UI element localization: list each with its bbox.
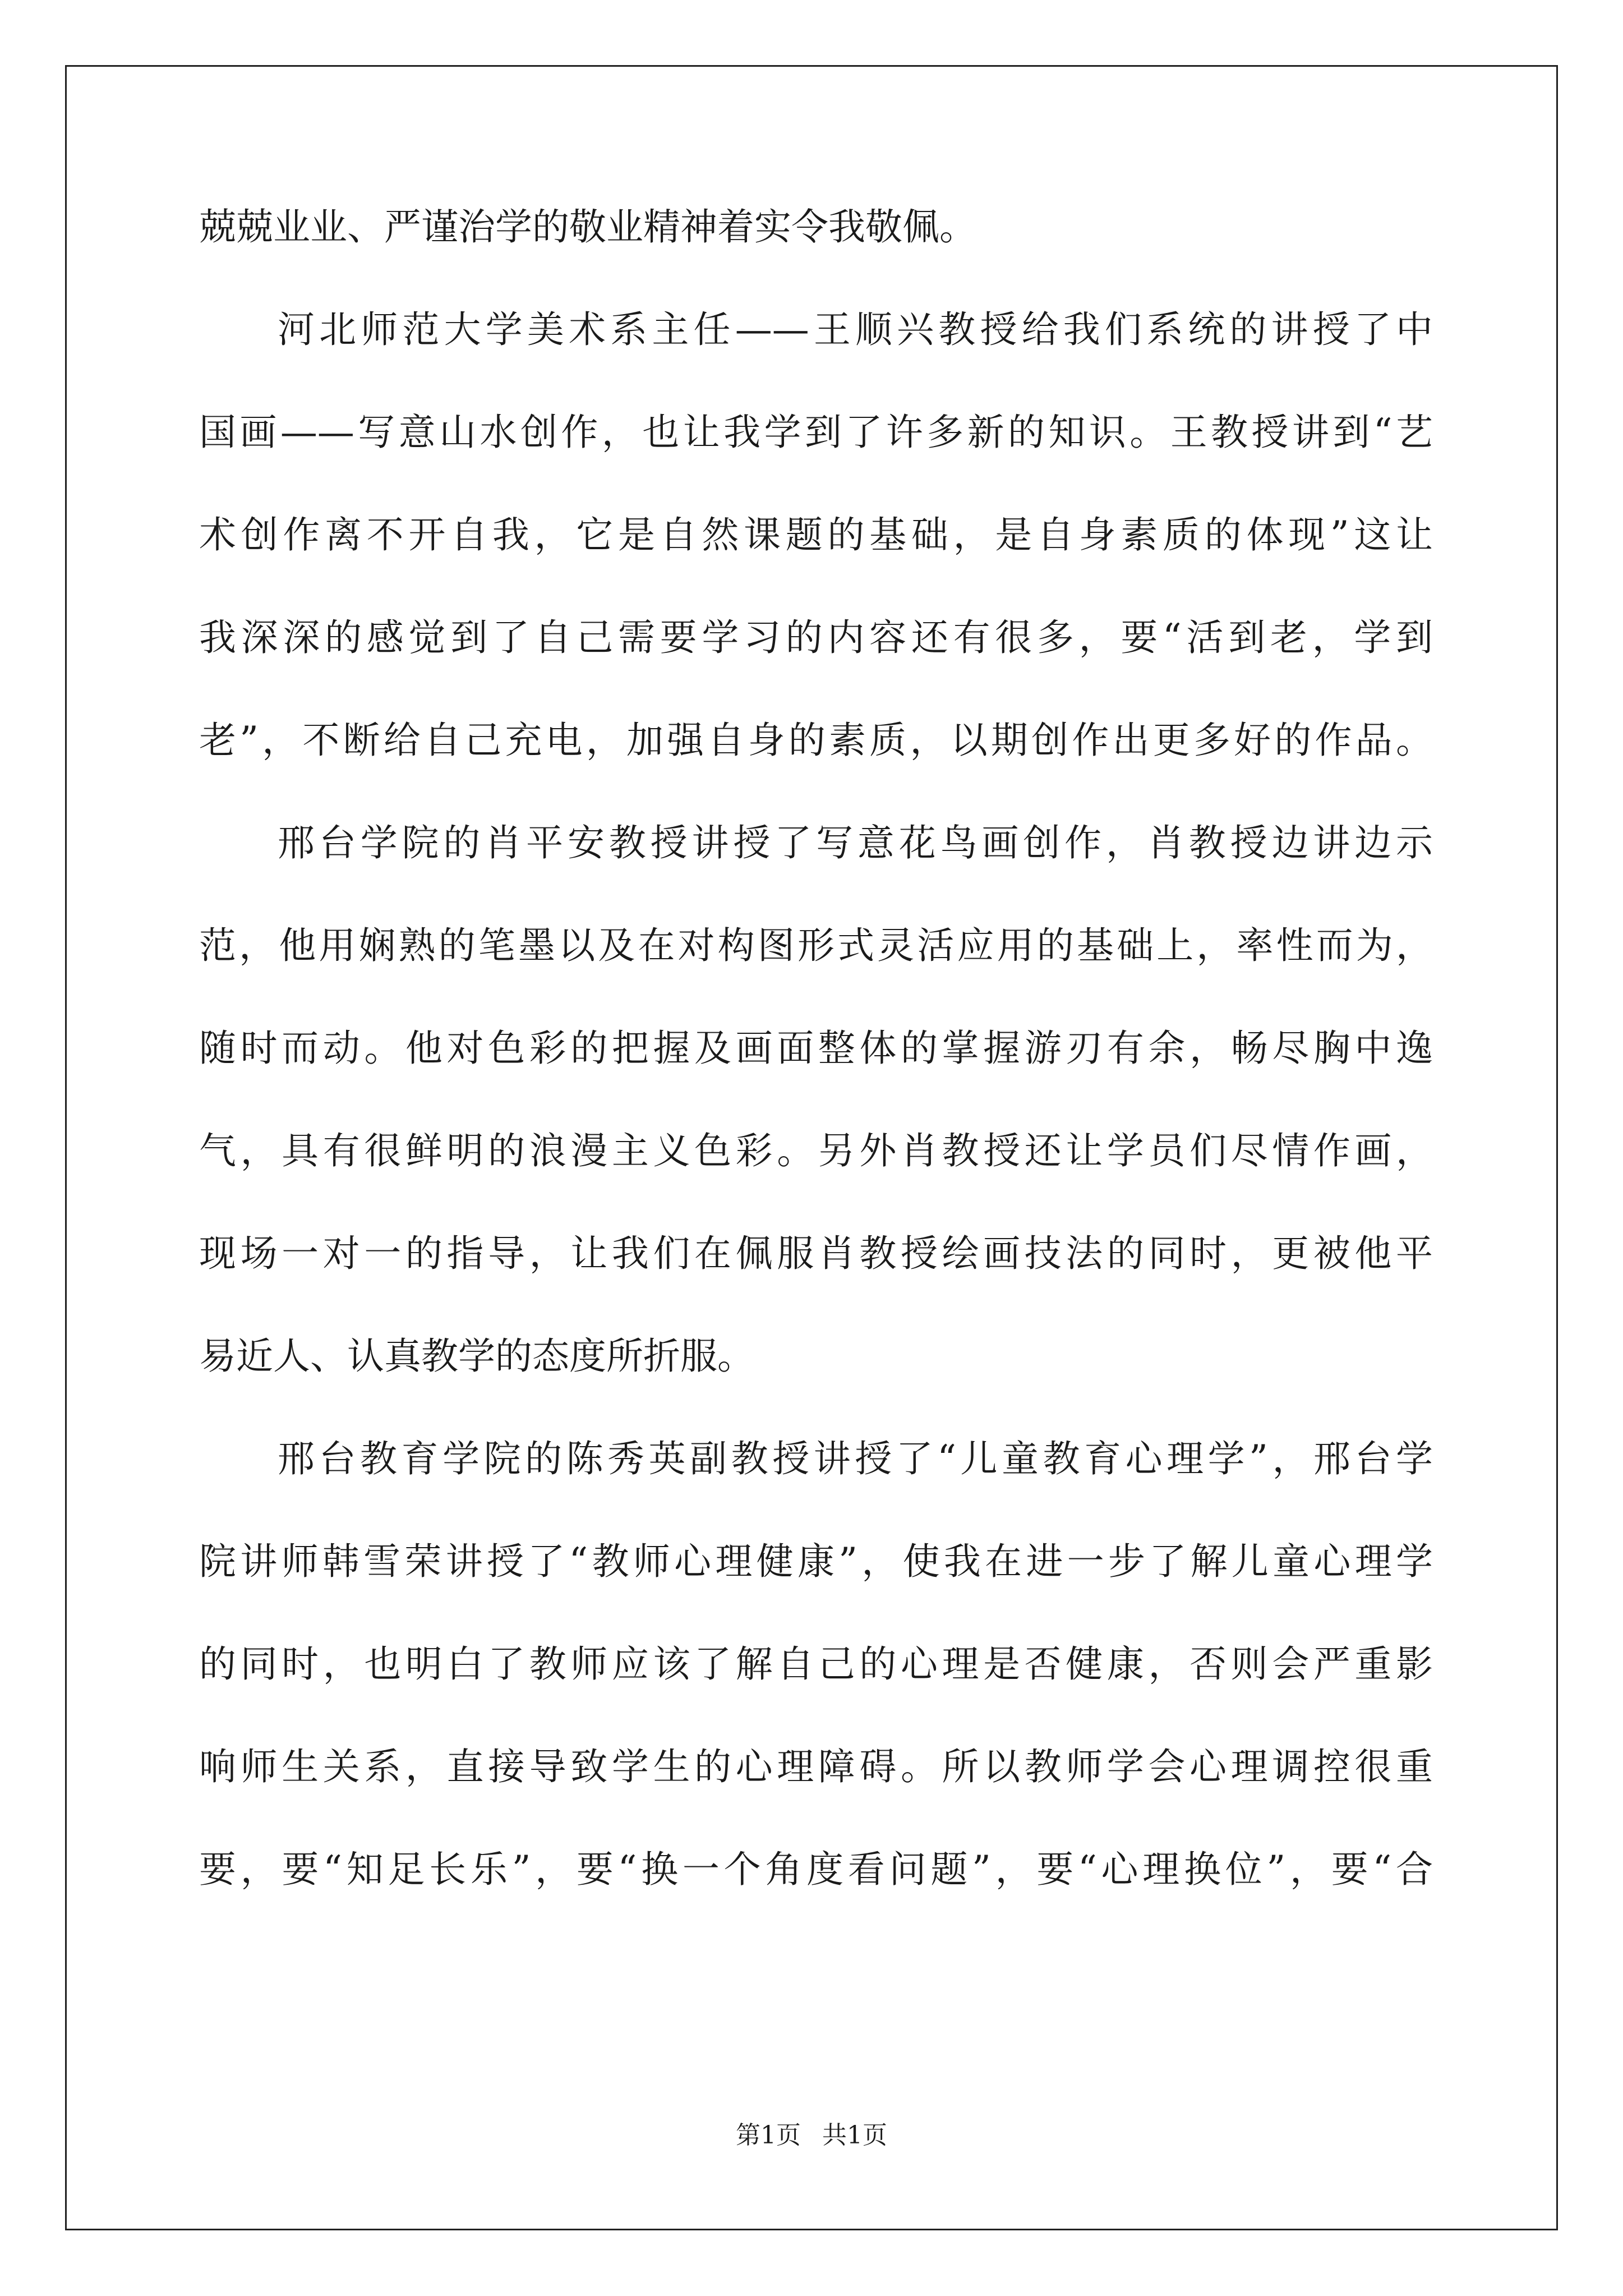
text-line: 国画——写意山水创作，也让我学到了许多新的知识。王教授讲到“艺 [199,411,1433,454]
page-footer [0,2115,1623,2151]
text-line: 随时而动。他对色彩的把握及画面整体的掌握游刃有余，畅尽胸中逸 [199,1027,1433,1070]
text-line: 现场一对一的指导，让我们在佩服肖教授绘画技法的同时，更被他平 [199,1232,1433,1275]
page-total: 共1页 [822,2121,887,2150]
text-line: 的同时，也明白了教师应该了解自己的心理是否健康，否则会严重影 [199,1642,1433,1686]
text-line: 响师生关系，直接导致学生的心理障碍。所以教师学会心理调控很重 [199,1745,1433,1788]
document-body [199,205,1433,1954]
text-line: 兢兢业业、严谨治学的敬业精神着实令我敬佩。 [199,205,976,249]
text-line: 易近人、认真教学的态度所折服。 [199,1335,754,1378]
text-line: 老”，不断给自己充电，加强自身的素质，以期创作出更多好的作品。 [199,719,1433,762]
text-line: 邢台学院的肖平安教授讲授了写意花鸟画创作，肖教授边讲边示 [278,821,1433,864]
text-line: 我深深的感觉到了自己需要学习的内容还有很多，要“活到老，学到 [199,616,1433,659]
text-line: 邢台教育学院的陈秀英副教授讲授了“儿童教育心理学”，邢台学 [278,1437,1433,1480]
text-line: 气，具有很鲜明的浪漫主义色彩。另外肖教授还让学员们尽情作画， [199,1129,1433,1172]
text-line: 院讲师韩雪荣讲授了“教师心理健康”，使我在进一步了解儿童心理学 [199,1540,1433,1583]
text-line: 术创作离不开自我，它是自然课题的基础，是自身素质的体现”这让 [199,513,1433,556]
page-number: 第1页 [736,2121,801,2150]
text-line: 要，要“知足长乐”，要“换一个角度看问题”，要“心理换位”，要“合 [199,1848,1433,1891]
text-line: 范，他用娴熟的笔墨以及在对构图形式灵活应用的基础上，率性而为， [199,924,1433,967]
text-line: 河北师范大学美术系主任——王顺兴教授给我们系统的讲授了中 [278,308,1433,351]
